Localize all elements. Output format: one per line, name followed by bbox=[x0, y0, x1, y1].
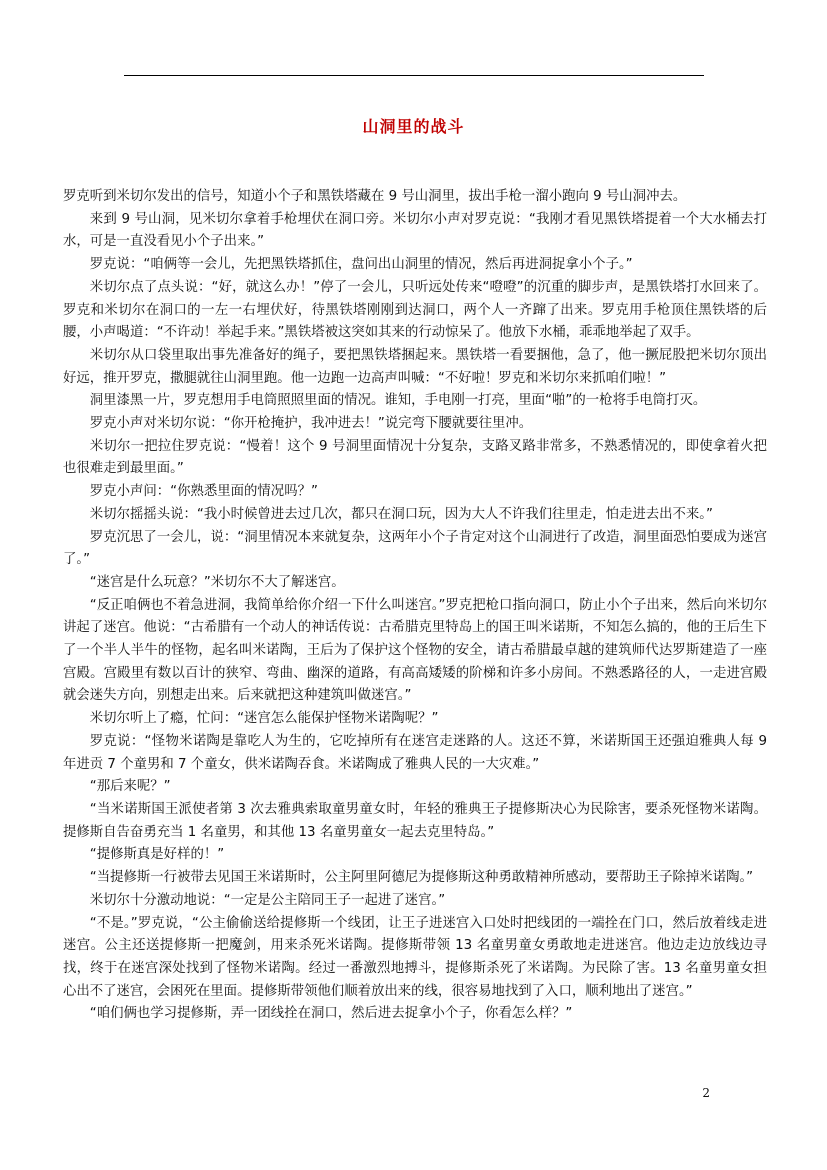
paragraph: 罗克小声问：“你熟悉里面的情况吗？” bbox=[89, 484, 318, 500]
paragraph: 罗克听到米切尔发出的信号，知道小个子和黑铁塔藏在 9 号山洞里，拔出手枪一溜小跑向 9 号山洞冲去。 bbox=[63, 189, 687, 204]
paragraph: 来到 9 号山洞，见米切尔拿着手枪埋伏在洞口旁。米切尔小声对罗克说：“我刚才看见黑铁塔提着一个大水桶去打水，可是一直没看见小个子出来。” bbox=[63, 211, 767, 250]
page-title: 山洞里的战斗 bbox=[362, 117, 465, 136]
paragraph: 洞里漆黑一片，罗克想用手电筒照照里面的情况。谁知，手电刚一打亮，里面“啪”的一枪将手电筒打灭。 bbox=[89, 393, 707, 409]
paragraph: “迷宫是什么玩意？”米切尔不大了解迷宫。 bbox=[89, 574, 345, 590]
paragraph: 米切尔一把拉住罗克说：“慢着！这个 9 号洞里面情况十分复杂，支路叉路非常多，不熟悉情况的，即使拿着火把也很难走到最里面。” bbox=[63, 438, 767, 477]
paragraph: 米切尔摇摇头说：“我小时候曾进去过几次，都只在洞口玩，因为大人不许我们往里走，怕走进去出不来。” bbox=[89, 506, 713, 522]
paragraph: “提修斯真是好样的！” bbox=[89, 847, 225, 863]
paragraph: 米切尔听上了瘾，忙问：“迷宫怎么能保护怪物米诺陶呢？” bbox=[89, 711, 439, 727]
paragraph: “当米诺斯国王派使者第 3 次去雅典索取童男童女时，年轻的雅典王子提修斯决心为民除害，要杀死怪物米诺陶。提修斯自告奋勇充当 1 名童男，和其他 13 名童男童女一起去克里特岛。” bbox=[63, 801, 767, 840]
paragraph: “咱们俩也学习提修斯，弄一团线拴在洞口，然后进去捉拿小个子，你看怎么样？” bbox=[89, 1006, 573, 1022]
header-rule bbox=[124, 75, 704, 76]
paragraph: “那后来呢？” bbox=[89, 779, 171, 795]
page-number: 2 bbox=[702, 1086, 710, 1100]
paragraph: “当提修斯一行被带去见国王米诺斯时，公主阿里阿德尼为提修斯这种勇敢精神所感动，要帮助王子除掉米诺陶。” bbox=[89, 870, 754, 886]
paragraph: 罗克说：“怪物米诺陶是靠吃人为生的，它吃掉所有在迷宫走迷路的人。这还不算，米诺斯国王还强迫雅典人每 9 年进贡 7 个童男和 7 个童女，供米诺陶吞食。米诺陶成了雅典人民的一大灾难。” bbox=[63, 733, 767, 772]
paragraph: 米切尔点了点头说：“好，就这么办！”停了一会儿，只听远处传来“噔噔”的沉重的脚步声，是黑铁塔打水回来了。罗克和米切尔在洞口的一左一右埋伏好，待黑铁塔刚刚到达洞口，两个人一齐蹿了出来。罗克用手枪顶住黑铁塔的后腰，小声喝道：“不许动！举起手来。”黑铁塔被这突如其来的行动惊呆了。他放下水桶，乖乖地举起了双手。 bbox=[63, 279, 767, 341]
paragraph: 罗克小声对米切尔说：“你开枪掩护，我冲进去！”说完弯下腰就要往里冲。 bbox=[89, 416, 533, 432]
paragraph: 米切尔十分激动地说：“一定是公主陪同王子一起进了迷宫。” bbox=[89, 892, 446, 908]
story-body bbox=[63, 186, 767, 1026]
paragraph: 罗克说：“咱俩等一会儿，先把黑铁塔抓住，盘问出山洞里的情况，然后再进洞捉拿小个子。” bbox=[89, 257, 633, 273]
paragraph: 米切尔从口袋里取出事先准备好的绳子，要把黑铁塔捆起来。黑铁塔一看要捆他，急了，他一撅屁股把米切尔顶出好远，推开罗克，撒腿就往山洞里跑。他一边跑一边高声叫喊：“不好啦！罗克和米切尔来抓咱们啦！” bbox=[63, 347, 767, 386]
paragraph: “反正咱俩也不着急进洞，我简单给你介绍一下什么叫迷宫。”罗克把枪口指向洞口，防止小个子出来，然后向米切尔讲起了迷宫。他说：“古希腊有一个动人的神话传说：古希腊克里特岛上的国王叫米诺斯，不知怎么搞的，他的王后生下了一个半人半牛的怪物，起名叫米诺陶，王后为了保护这个怪物的安全，请古希腊最卓越的建筑师代达罗斯建造了一座宫殿。宫殿里有数以百计的狭窄、弯曲、幽深的道路，有高高矮矮的阶梯和许多小房间。不熟悉路径的人，一走进宫殿就会迷失方向，别想走出来。后来就把这种建筑叫做迷宫。” bbox=[63, 597, 767, 704]
paragraph: 罗克沉思了一会儿，说：“洞里情况本来就复杂，这两年小个子肯定对这个山洞进行了改造，洞里面恐怕要成为迷宫了。” bbox=[63, 529, 767, 568]
paragraph: “不是。”罗克说，“公主偷偷送给提修斯一个线团，让王子进迷宫入口处时把线团的一端拴在门口，然后放着线走进迷宫。公主还送提修斯一把魔剑，用来杀死米诺陶。提修斯带领 13 名童男童女勇敢地走进迷宫。他边走边放线边寻找，终于在迷宫深处找到了怪物米诺陶。经过一番激烈地搏斗，提修斯杀死了米诺陶。为民除了害。13 名童男童女担心出不了迷宫，会困死在里面。提修斯带领他们顺着放出来的线，很容易地找到了入口，顺利地出了迷宫。” bbox=[63, 915, 767, 999]
